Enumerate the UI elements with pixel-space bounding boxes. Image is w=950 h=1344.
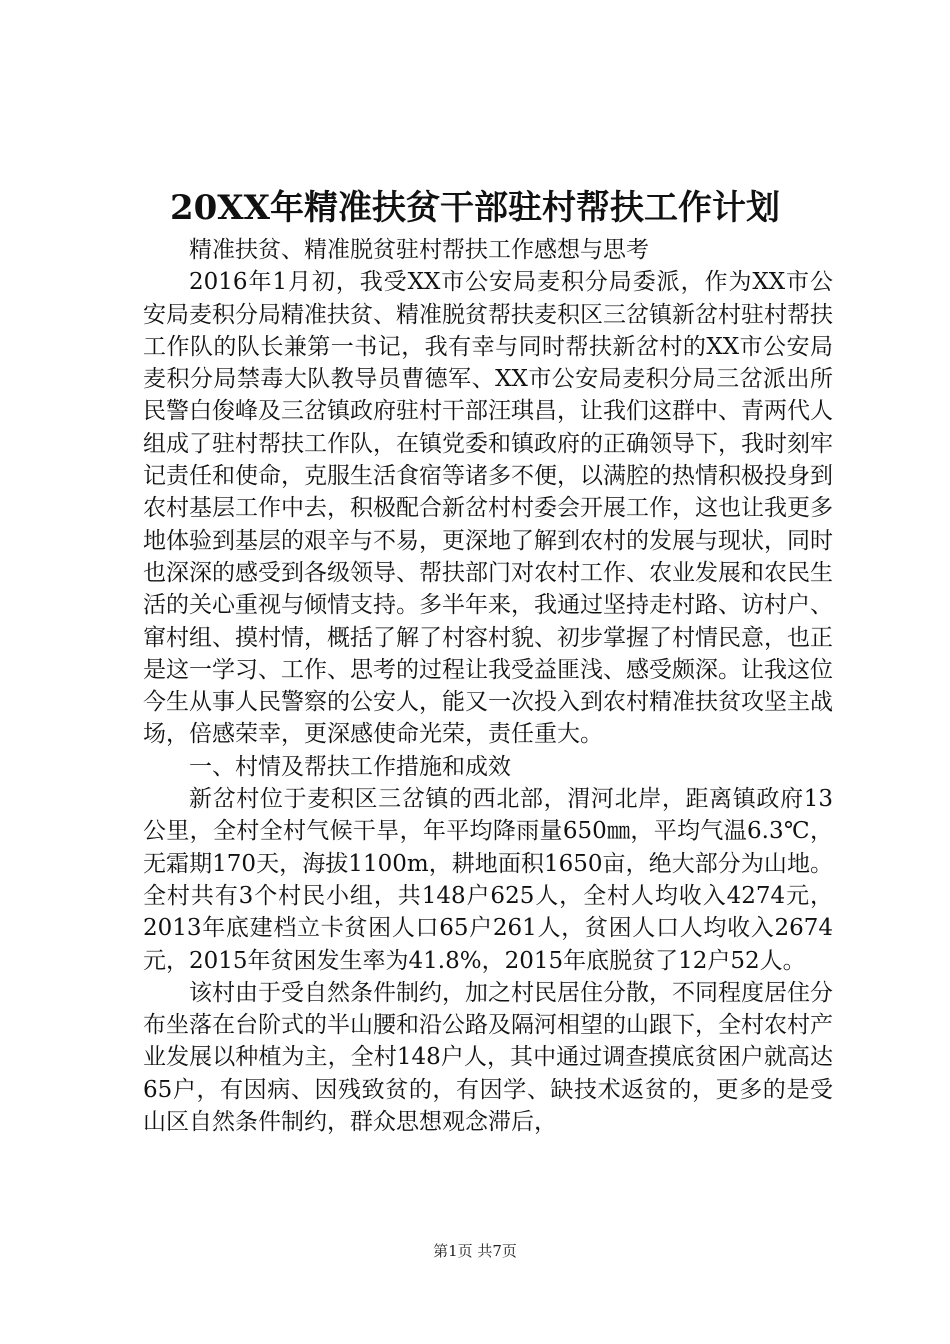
intro-paragraph: 2016年1月初，我受XX市公安局麦积分局委派，作为XX市公安局麦积分局精准扶贫、精准脱贫帮扶麦积区三岔镇新岔村驻村帮扶工作队的队长兼第一书记，我有幸与同时帮扶新岔村的XX市公安局麦积分局禁毒大队教导员曹德军、XX市公安局麦积分局三岔派出所民警白俊峰及三岔镇政府驻村干部汪琪昌，让我们这群中、青两代人组成了驻村帮扶工作队，在镇党委和镇政府的正确领导下，我时刻牢记责任和使命，克服生活食宿等诸多不便，以满腔的热情积极投身到农村基层工作中去，积极配合新岔村村委会开展工作，这也让我更多地体验到基层的艰辛与不易，更深地了解到农村的发展与现状，同时也深深的感受到各级领导、帮扶部门对农村工作、农业发展和农民生活的关心重视与倾情支持。多半年来，我通过坚持走村路、访村户、窜村组、摸村情，概括了解了村容村貌、初步掌握了村情民意，也正是这一学习、工作、思考的过程让我受益匪浅、感受颇深。让我这位今生从事人民警察的公安人，能又一次投入到农村精准扶贫攻坚主战场，倍感荣幸，更深感使命光荣，责任重大。 bbox=[143, 269, 833, 748]
village-info-paragraph: 新岔村位于麦积区三岔镇的西北部，渭河北岸，距离镇政府13公里，全村全村气候干旱，年平均降雨量650㎜，平均气温6.3℃，无霜期170天，海拔1100m，耕地面积1650亩，绝大部分为山地。全村共有3个村民小组，共148户625人，全村人均收入4274元，2013年底建档立卡贫困人口65户261人，贫困人口人均收入2674元，2015年贫困发生率为41.8%，2015年底脱贫了12户52人。 bbox=[143, 786, 833, 974]
section-heading: 一、村情及帮扶工作措施和成效 bbox=[189, 753, 511, 780]
subtitle-paragraph: 精准扶贫、精准脱贫驻村帮扶工作感想与思考 bbox=[189, 237, 649, 263]
poverty-causes-paragraph: 该村由于受自然条件制约，加之村民居住分散，不同程度居住分布坐落在台阶式的半山腰和沿公路及隔河相望的山跟下，全村农村产业发展以种植为主，全村148户人，其中通过调查摸底贫困户就高达65户，有因病、因残致贫的，有因学、缺技术返贫的，更多的是受山区自然条件制约，群众思想观念滞后， bbox=[143, 979, 833, 1136]
page-number: 第1页 共7页 bbox=[433, 1242, 517, 1260]
document-title: 20XX年精准扶贫干部驻村帮扶工作计划 bbox=[169, 188, 781, 228]
document-body bbox=[143, 234, 833, 1138]
